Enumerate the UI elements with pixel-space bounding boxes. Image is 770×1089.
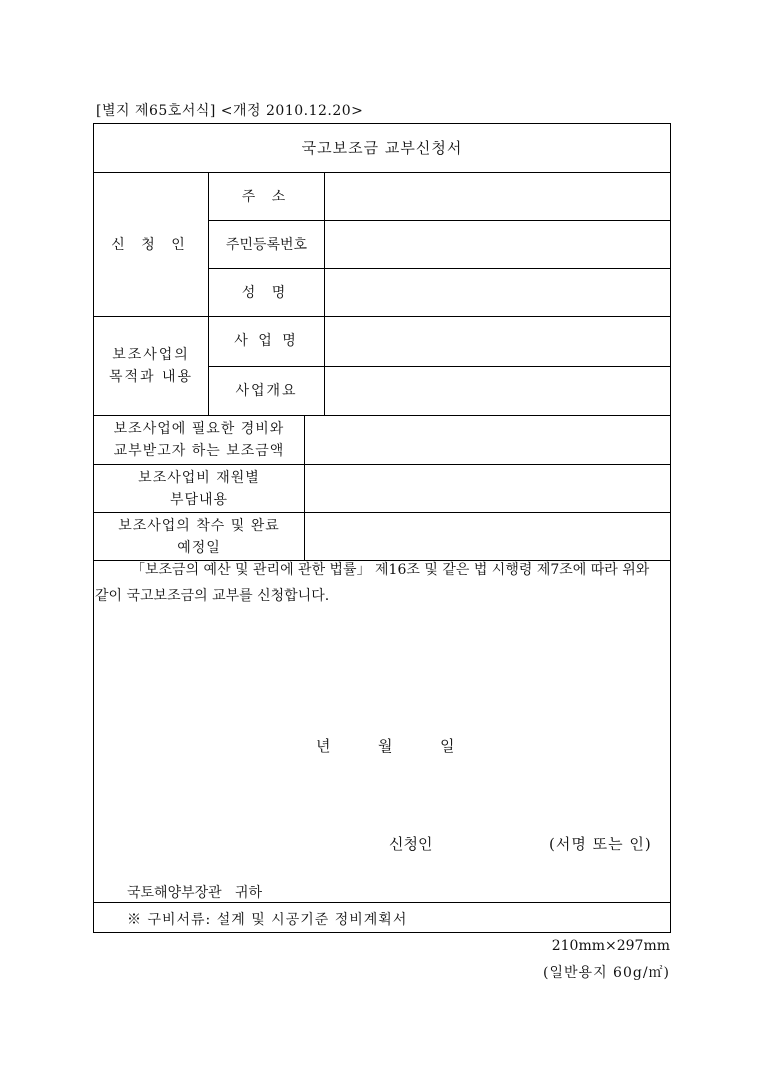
name-field[interactable]	[325, 269, 670, 316]
signature-hint: (서명 또는 인)	[549, 835, 652, 853]
funding-label	[94, 465, 304, 512]
project-overview-field[interactable]	[325, 367, 670, 415]
project-overview-label: 사업개요	[235, 383, 298, 399]
funding-label-line2: 부담내용	[169, 491, 229, 508]
address-label: 주 소	[241, 188, 292, 205]
date-year-label: 년	[316, 737, 331, 755]
schedule-label-line2: 예정일	[177, 539, 221, 556]
form-title: 국고보조금 교부신청서	[301, 139, 463, 157]
costs-label-line2: 교부받고자 하는 보조금액	[113, 443, 285, 459]
project-group-label-line2: 목적과 내용	[108, 369, 194, 385]
costs-label-line1: 보조사업에 필요한 경비와	[113, 421, 285, 437]
schedule-field[interactable]	[305, 513, 670, 560]
project-group-label-line1: 보조사업의	[112, 347, 190, 363]
application-form	[93, 123, 671, 933]
funding-field[interactable]	[305, 465, 670, 512]
address-field[interactable]	[325, 173, 670, 220]
schedule-label	[94, 513, 304, 560]
paper-size: 210mm×297mm	[551, 938, 670, 954]
costs-label	[94, 416, 304, 464]
required-documents-note: ※ 구비서류: 설계 및 시공기준 정비계획서	[127, 912, 408, 928]
schedule-label-line1: 보조사업의 착수 및 완료	[118, 517, 280, 534]
costs-field[interactable]	[305, 416, 670, 464]
paper-type: (일반용지 60g/㎡)	[543, 965, 670, 981]
applicant-group-label: 신 청 인	[111, 236, 191, 253]
resident-number-field[interactable]	[325, 221, 670, 268]
project-name-field[interactable]	[325, 317, 670, 365]
project-name-label: 사 업 명	[234, 333, 299, 349]
addressee: 국토해양부장관 귀하	[127, 885, 263, 901]
date-day-label: 일	[440, 737, 455, 755]
application-statement: 「보조금의 예산 및 관리에 관한 법률」 제16조 및 같은 법 시행령 제7조에 따라 위와 같이 국고보조금의 교부를 신청합니다.	[95, 562, 650, 604]
form-number-header: [별지 제65호서식] <개정 2010.12.20>	[96, 103, 364, 119]
date-month-label: 월	[378, 737, 393, 755]
documents-divider	[94, 902, 670, 903]
name-label: 성 명	[241, 284, 292, 301]
resident-number-label: 주민등록번호	[225, 236, 308, 253]
project-group-label	[94, 317, 208, 415]
signature-applicant-label: 신청인	[389, 835, 433, 853]
funding-label-line1: 보조사업비 재원별	[138, 469, 260, 486]
